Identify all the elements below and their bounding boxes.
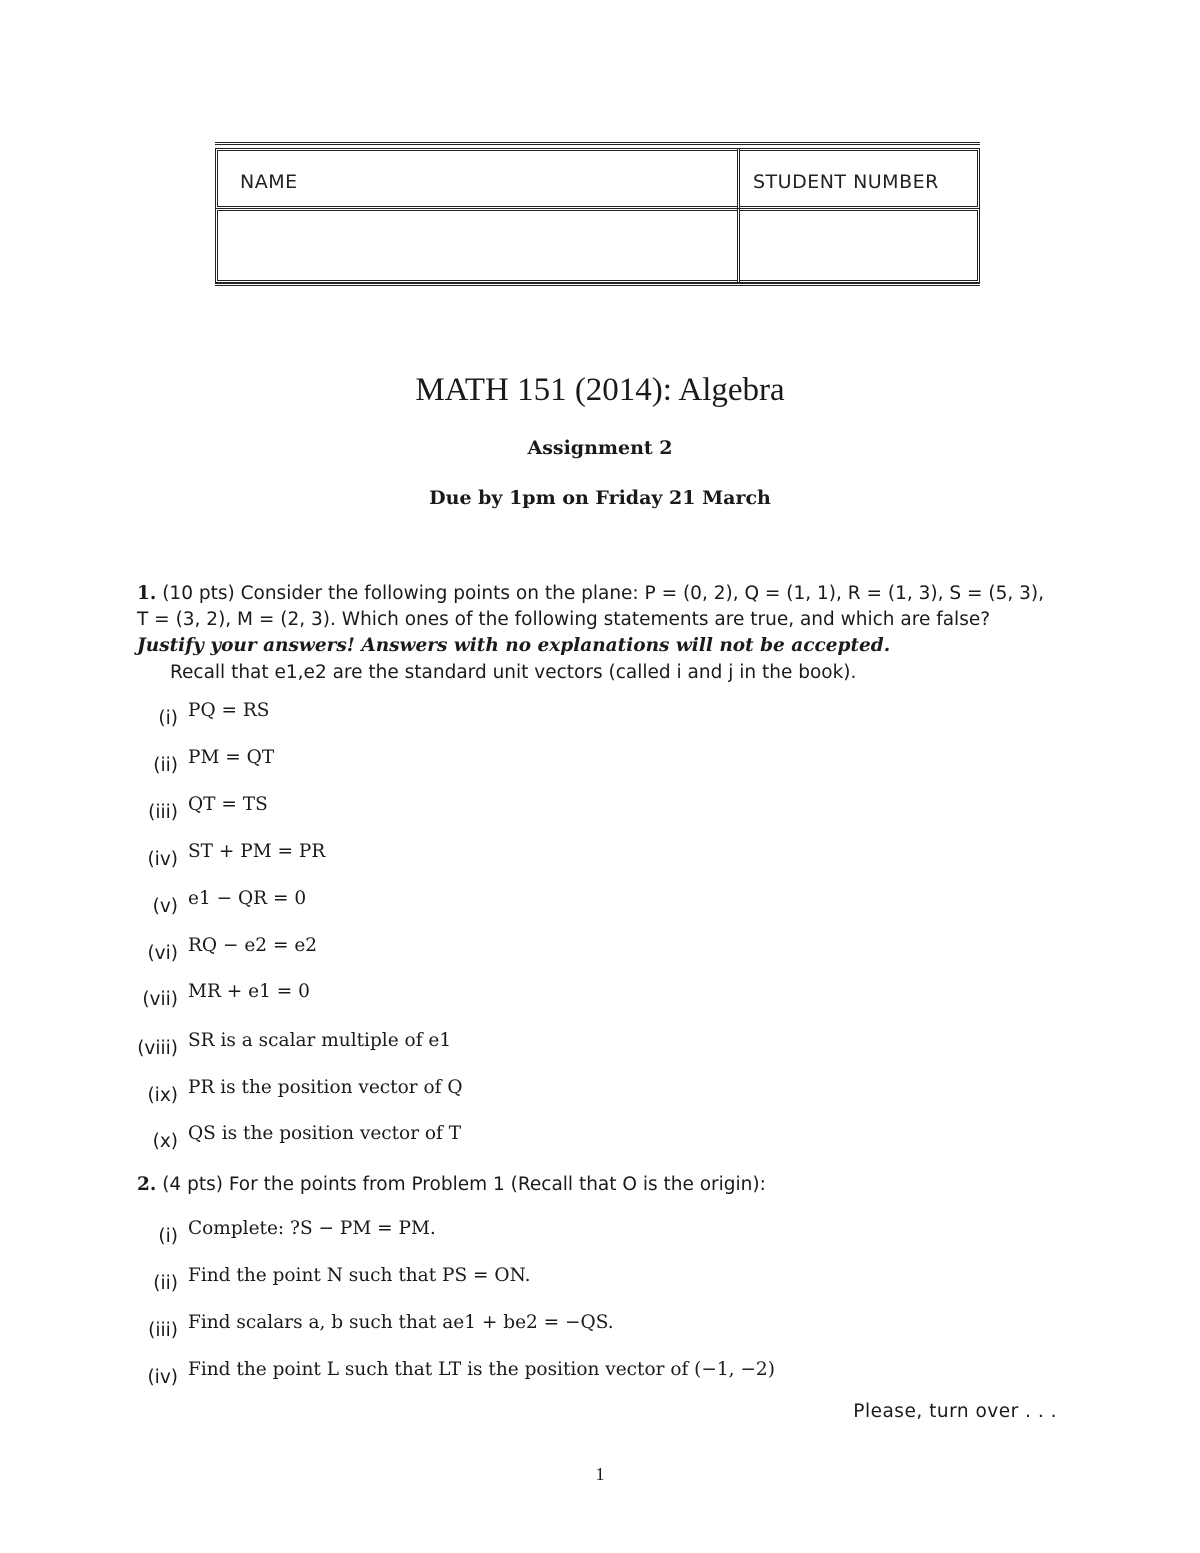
p1-item-3: QT = TS	[188, 794, 268, 815]
student-info-table	[215, 142, 980, 286]
p2-item-label: (iv)	[147, 1367, 178, 1388]
p1-item-label: (vi)	[147, 943, 178, 964]
name-label: NAME	[240, 171, 298, 193]
p2-item-label: (i)	[158, 1226, 178, 1247]
p1-item-8: SR is a scalar multiple of e1	[188, 1030, 452, 1051]
p1-item-5: e1 − QR = 0	[188, 888, 307, 909]
problem1-intro-line2: T = (3, 2), M = (2, 3). Which ones of the following statements are true, and which are false?	[137, 609, 991, 630]
name-field[interactable]	[215, 208, 740, 283]
p1-item-label: (ix)	[147, 1085, 178, 1106]
problem1-recall: Recall that e1,e2 are the standard unit vectors (called i and j in the book).	[170, 662, 857, 683]
p1-item-2: PM = QT	[188, 747, 275, 768]
problem2-intro-text: (4 pts) For the points from Problem 1 (Recall that O is the origin):	[162, 1174, 766, 1195]
problem2-number: 2.	[137, 1174, 157, 1195]
p1-item-label: (x)	[152, 1131, 178, 1152]
p1-item-label: (ii)	[153, 755, 178, 776]
problem1-number: 1.	[137, 583, 157, 604]
p1-item-6: RQ − e2 = e2	[188, 935, 318, 956]
p1-item-9: PR is the position vector of Q	[188, 1077, 463, 1098]
name-header-cell	[215, 148, 740, 209]
problem2-intro	[137, 1174, 766, 1195]
problem1-intro	[137, 583, 1044, 604]
p1-item-label: (viii)	[137, 1038, 178, 1059]
assignment-heading: Assignment 2	[527, 437, 673, 459]
p1-item-1: PQ = RS	[188, 700, 270, 721]
due-date: Due by 1pm on Friday 21 March	[429, 487, 771, 509]
p1-item-7: MR + e1 = 0	[188, 981, 310, 1002]
p1-item-label: (i)	[158, 708, 178, 729]
p2-item-3: Find scalars a, b such that ae1 + be2 = −QS.	[188, 1312, 614, 1333]
p2-item-4: Find the point L such that LT is the position vector of (−1, −2)	[188, 1359, 775, 1380]
p1-item-label: (v)	[152, 896, 178, 917]
p2-item-label: (ii)	[153, 1273, 178, 1294]
student-number-header-cell	[737, 148, 980, 209]
problem1-justify-note: Justify your answers! Answers with no explanations will not be accepted.	[137, 635, 891, 656]
turn-over-note: Please, turn over . . .	[853, 1401, 1057, 1422]
student-number-field[interactable]	[737, 208, 980, 283]
p1-item-label: (iv)	[147, 849, 178, 870]
p1-item-label: (iii)	[148, 802, 178, 823]
problem1-intro-text: (10 pts) Consider the following points on the plane: P = (0, 2), Q = (1, 1), R = (1, 3), S = (5, 3),	[162, 583, 1045, 604]
p2-item-label: (iii)	[148, 1320, 178, 1341]
p1-item-4: ST + PM = PR	[188, 841, 326, 862]
p2-item-2: Find the point N such that PS = ON.	[188, 1265, 531, 1286]
course-title: MATH 151 (2014): Algebra	[415, 372, 785, 408]
p1-item-10: QS is the position vector of T	[188, 1123, 462, 1144]
p2-item-1: Complete: ?S − PM = PM.	[188, 1218, 436, 1239]
p1-item-label: (vii)	[142, 989, 178, 1010]
page-number: 1	[595, 1464, 605, 1484]
student-number-label: STUDENT NUMBER	[753, 171, 939, 193]
